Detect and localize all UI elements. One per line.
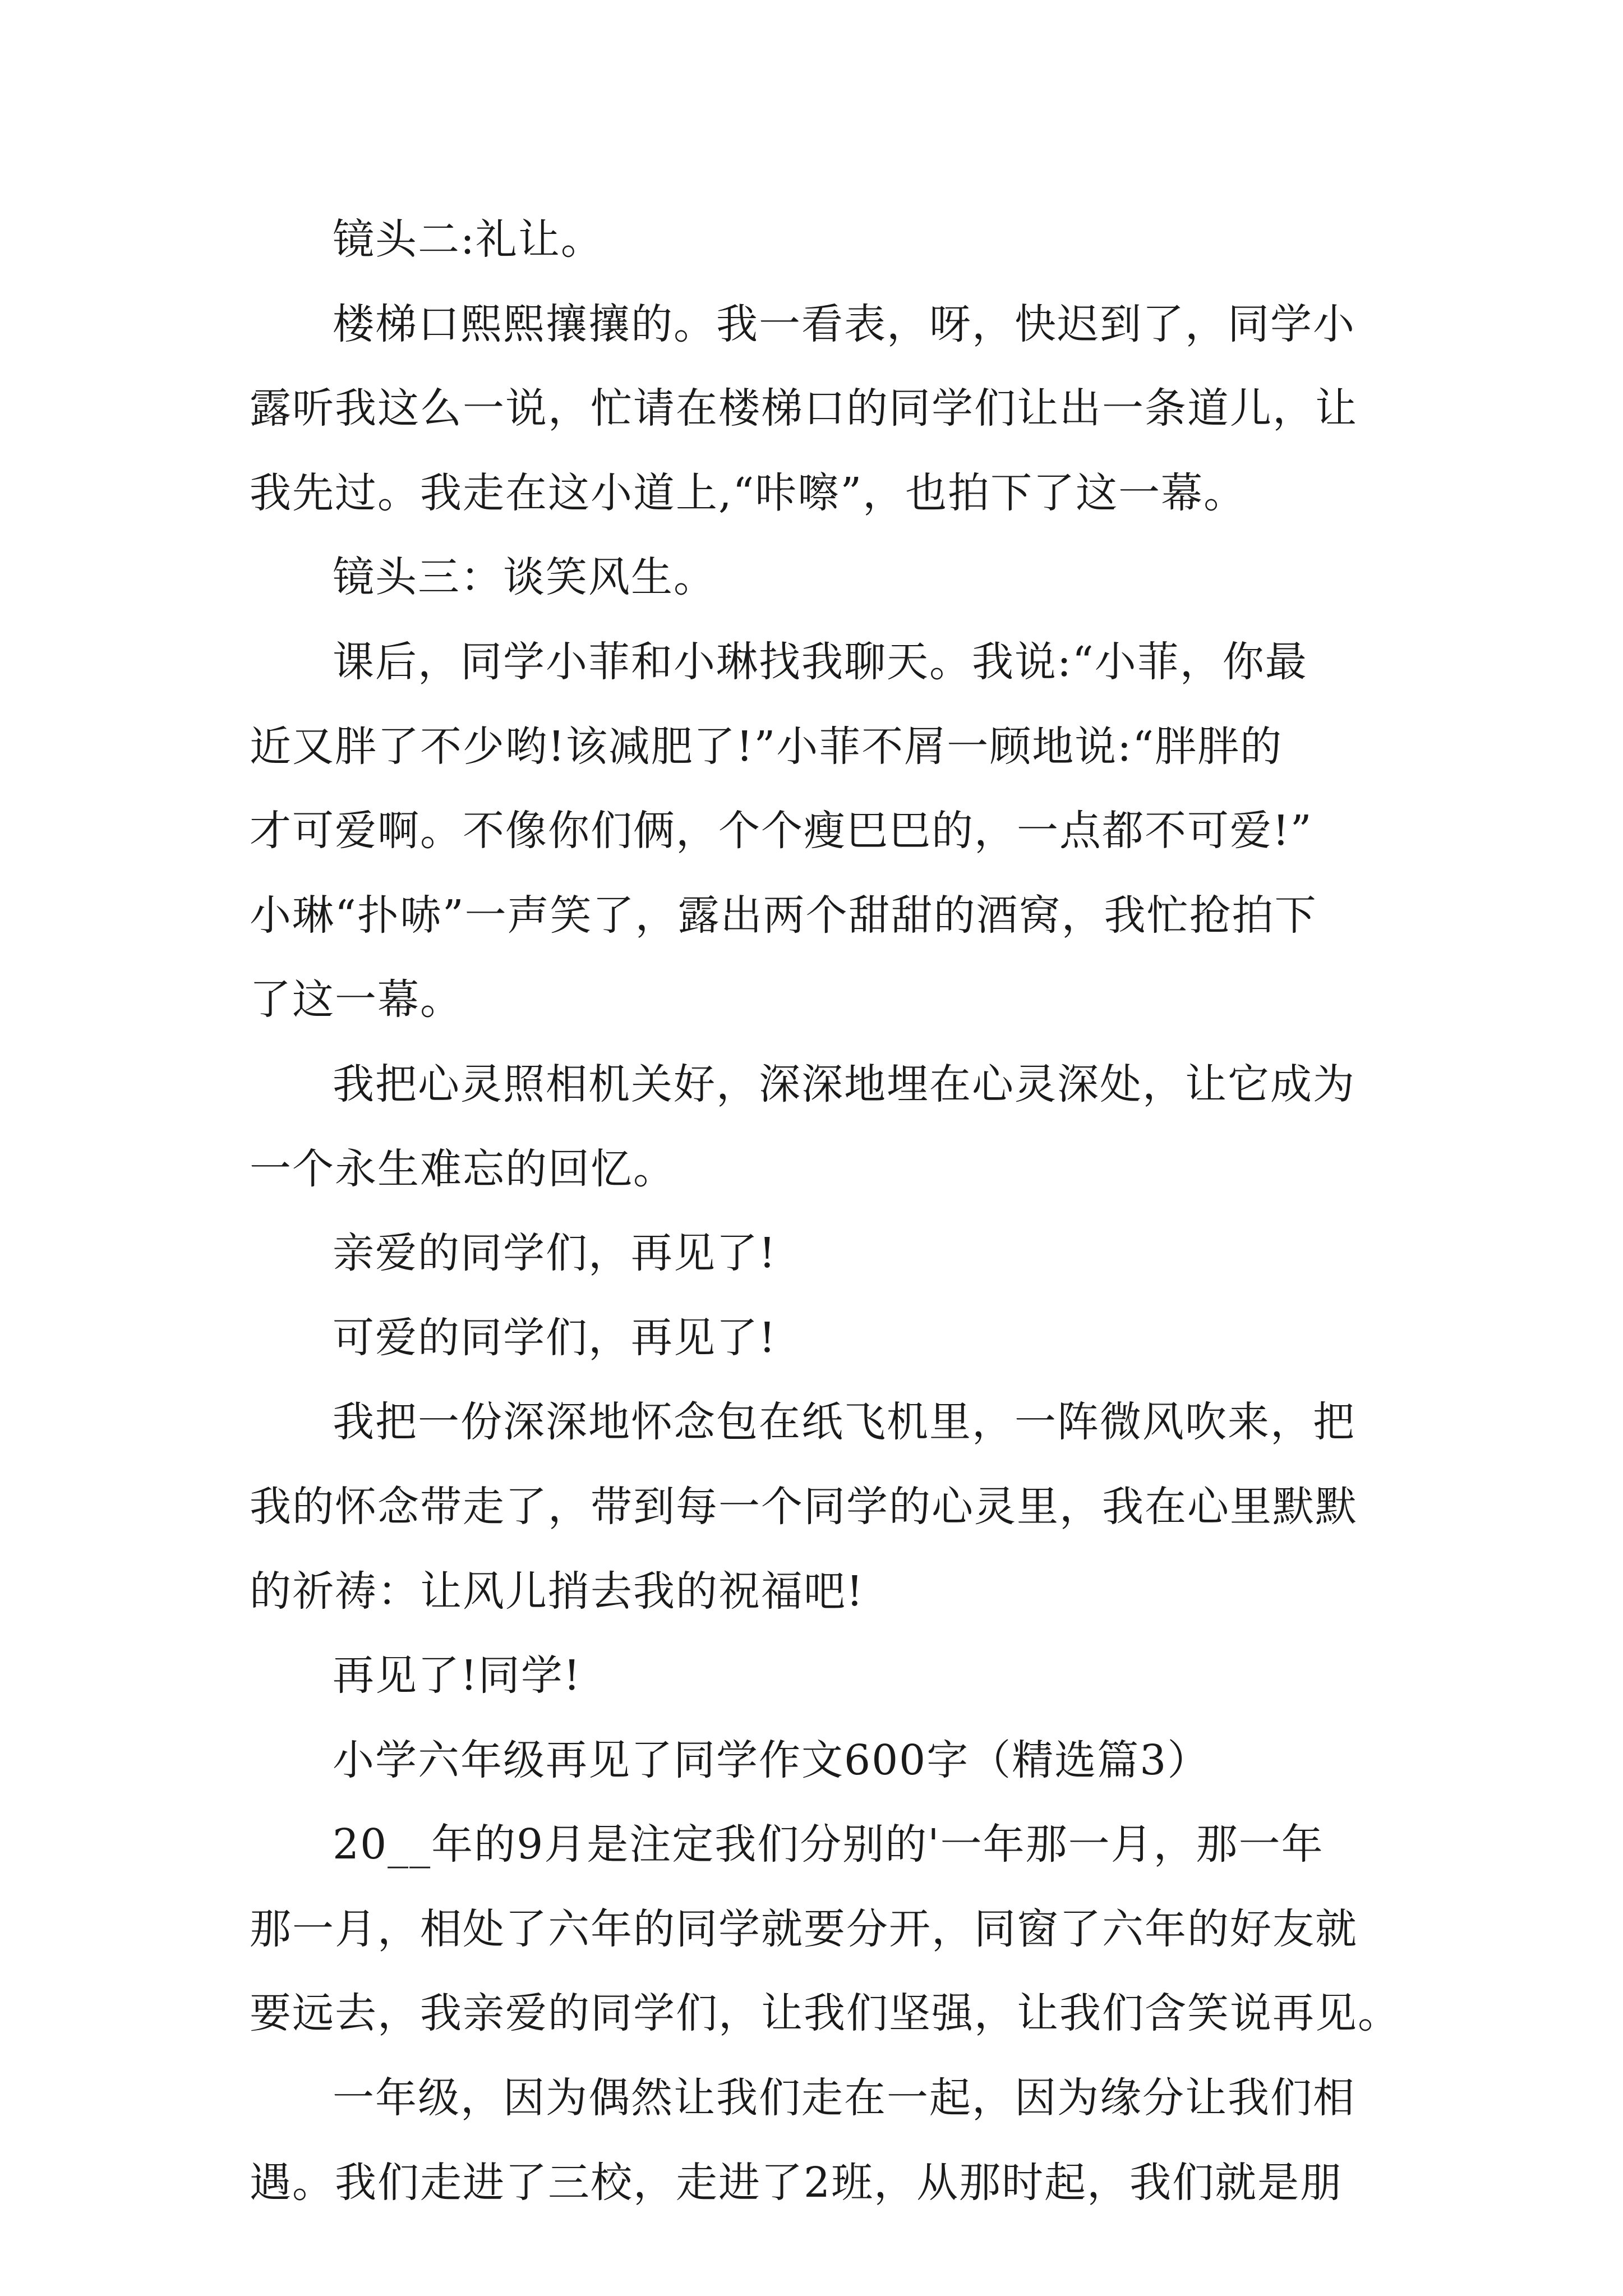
text-line: 那一月，相处了六年的同学就要分开，同窗了六年的好友就 [250,1904,1358,1953]
text-line: 再见了!同学! [333,1651,582,1700]
text-line: 20__年的9月是注定我们分别的'一年那一月，那一年 [333,1820,1324,1869]
text-line: 的祈祷：让风儿捎去我的祝福吧! [250,1567,864,1616]
text-line: 一年级，因为偶然让我们走在一起，因为缘分让我们相 [333,2074,1355,2123]
text-line: 楼梯口熙熙攘攘的。我一看表，呀，快迟到了，同学小 [333,300,1355,348]
text-line: 我的怀念带走了，带到每一个同学的心灵里，我在心里默默 [250,1482,1358,1531]
text-line: 我先过。我走在这小道上,“咔嚓”，也拍下了这一幕。 [250,468,1247,517]
text-line: 遇。我们走进了三校，走进了2班，从那时起，我们就是朋 [250,2158,1343,2207]
text-line: 才可爱啊。不像你们俩，个个瘦巴巴的，一点都不可爱!” [250,807,1313,855]
text-line: 课后，同学小菲和小琳找我聊天。我说:“小菲，你最 [333,637,1308,686]
text-line: 一个永生难忘的回忆。 [250,1144,676,1193]
text-line: 小琳“扑哧”一声笑了，露出两个甜甜的酒窝，我忙抢拍下 [250,891,1317,940]
text-line: 我把心灵照相机关好，深深地埋在心灵深处，让它成为 [333,1060,1355,1108]
document-body [250,197,1400,2225]
text-line: 露听我这么一说，忙请在楼梯口的同学们让出一条道儿，让 [250,384,1358,433]
text-line: 了这一幕。 [250,976,463,1024]
text-line: 镜头三：谈笑风生。 [333,553,716,602]
text-line: 可爱的同学们，再见了! [333,1313,777,1362]
section-heading: 小学六年级再见了同学作文600字（精选篇3） [333,1736,1210,1784]
text-line: 近又胖了不少哟!该减肥了!”小菲不屑一顾地说:“胖胖的 [250,722,1283,771]
text-line: 我把一份深深地怀念包在纸飞机里，一阵微风吹来，把 [333,1398,1355,1447]
text-line: 镜头二:礼让。 [333,215,603,264]
text-line: 要远去，我亲爱的同学们，让我们坚强，让我们含笑说再见。 [250,1989,1400,2038]
text-line: 亲爱的同学们，再见了! [333,1229,777,1278]
